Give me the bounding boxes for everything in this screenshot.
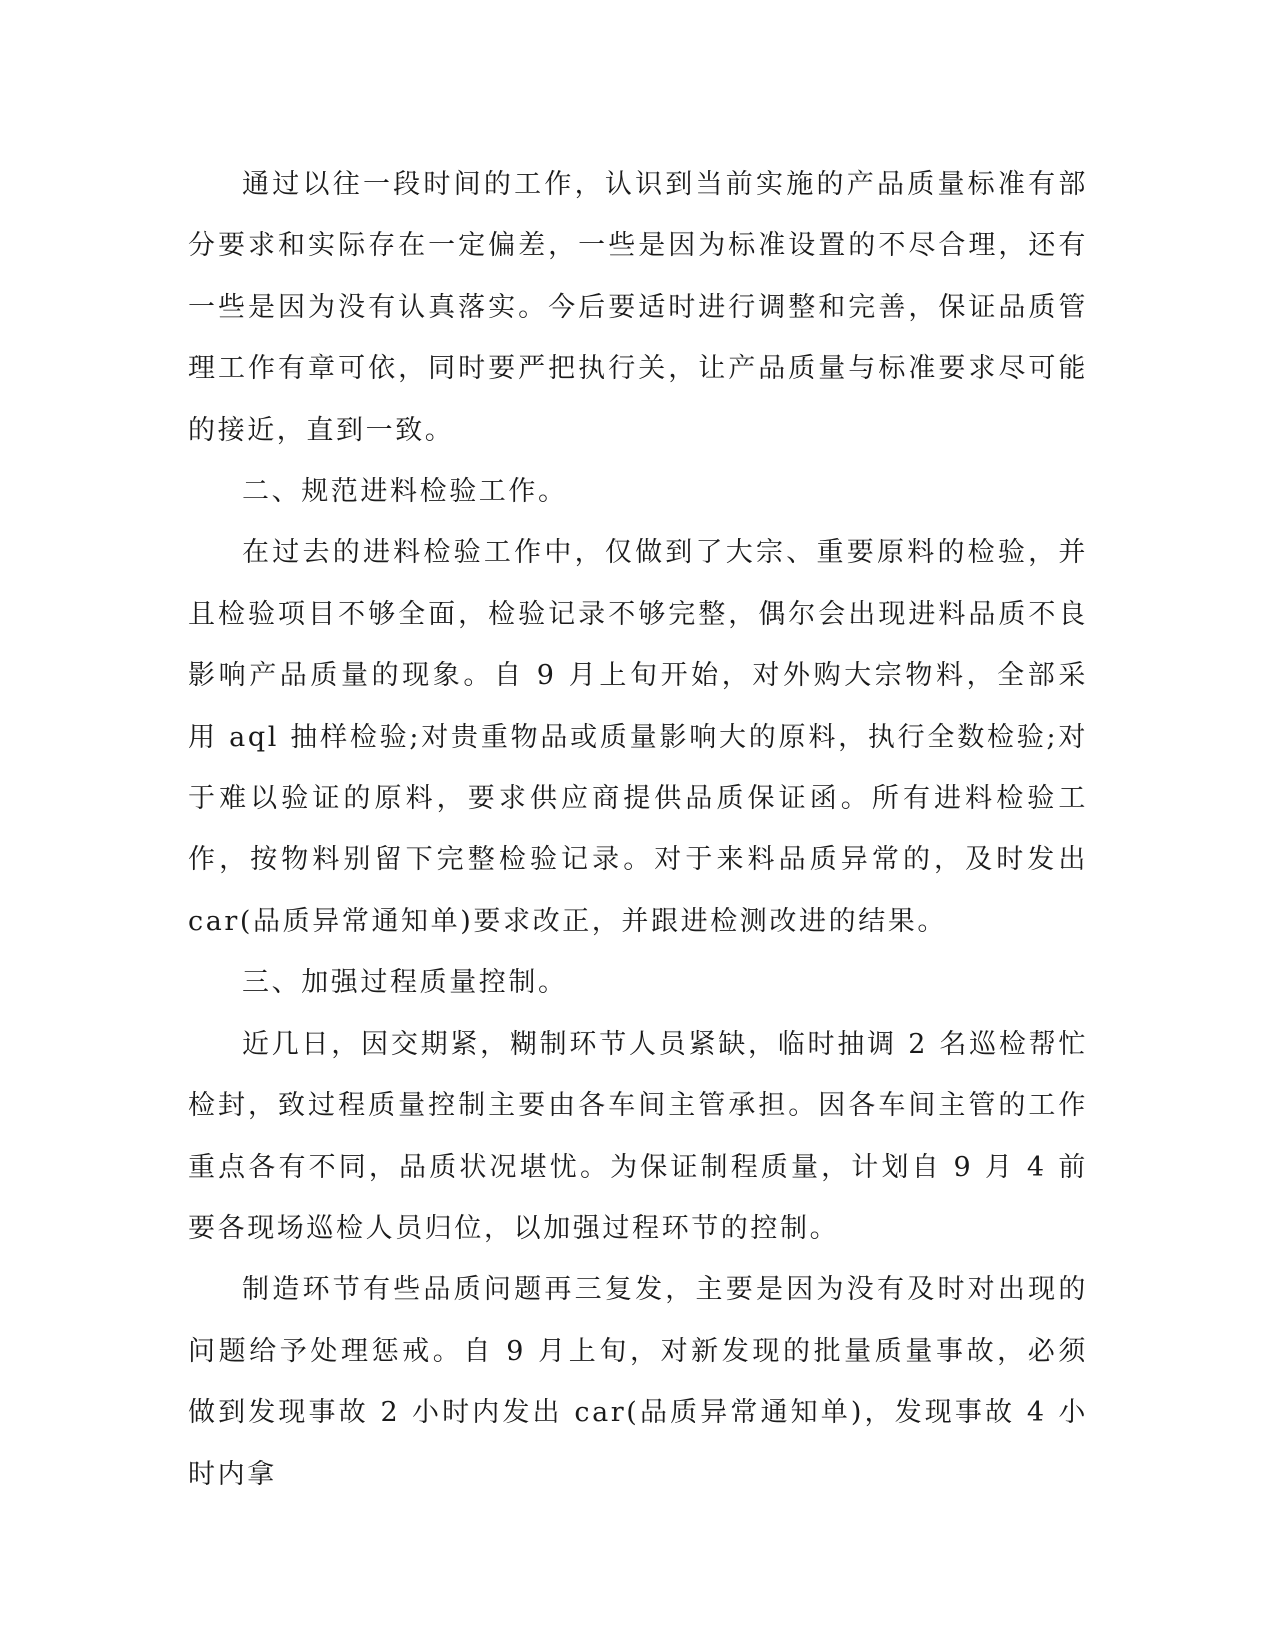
- section-heading-incoming-inspection: 二、规范进料检验工作。: [242, 476, 568, 508]
- paragraph-manufacturing-issues: 制造环节有些品质问题再三复发，主要是因为没有及时对出现的问题给予处理惩戒。自 9 月上旬，对新发现的批量质量事故，必须做到发现事故 2 小时内发出 car(品质异常通知单)，发现事故 4 小时内拿: [188, 1274, 1088, 1490]
- paragraph-process-control: 近几日，因交期紧，糊制环节人员紧缺，临时抽调 2 名巡检帮忙检封，致过程质量控制主要由各车间主管承担。因各车间主管的工作重点各有不同，品质状况堪忧。为保证制程质量，计划自 9 月 4 前要各现场巡检人员归位，以加强过程环节的控制。: [188, 1028, 1088, 1244]
- section-heading-process-control: 三、加强过程质量控制。: [242, 967, 568, 999]
- paragraph-quality-standards: 通过以往一段时间的工作，认识到当前实施的产品质量标准有部分要求和实际存在一定偏差，一些是因为标准设置的不尽合理，还有一些是因为没有认真落实。今后要适时进行调整和完善，保证品质管理工作有章可依，同时要严把执行关，让产品质量与标准要求尽可能的接近，直到一致。: [188, 169, 1088, 446]
- paragraph-incoming-inspection: 在过去的进料检验工作中，仅做到了大宗、重要原料的检验，并且检验项目不够全面，检验记录不够完整，偶尔会出现进料品质不良影响产品质量的现象。自 9 月上旬开始，对外购大宗物料，全部采用 aql 抽样检验;对贵重物品或质量影响大的原料，执行全数检验;对于难以验证的原料，要求供应商提供品质保证函。所有进料检验工作，按物料别留下完整检验记录。对于来料品质异常的，及时发出 car(品质异常通知单)要求改正，并跟进检测改进的结果。: [188, 537, 1088, 937]
- document-body: [188, 154, 1088, 1505]
